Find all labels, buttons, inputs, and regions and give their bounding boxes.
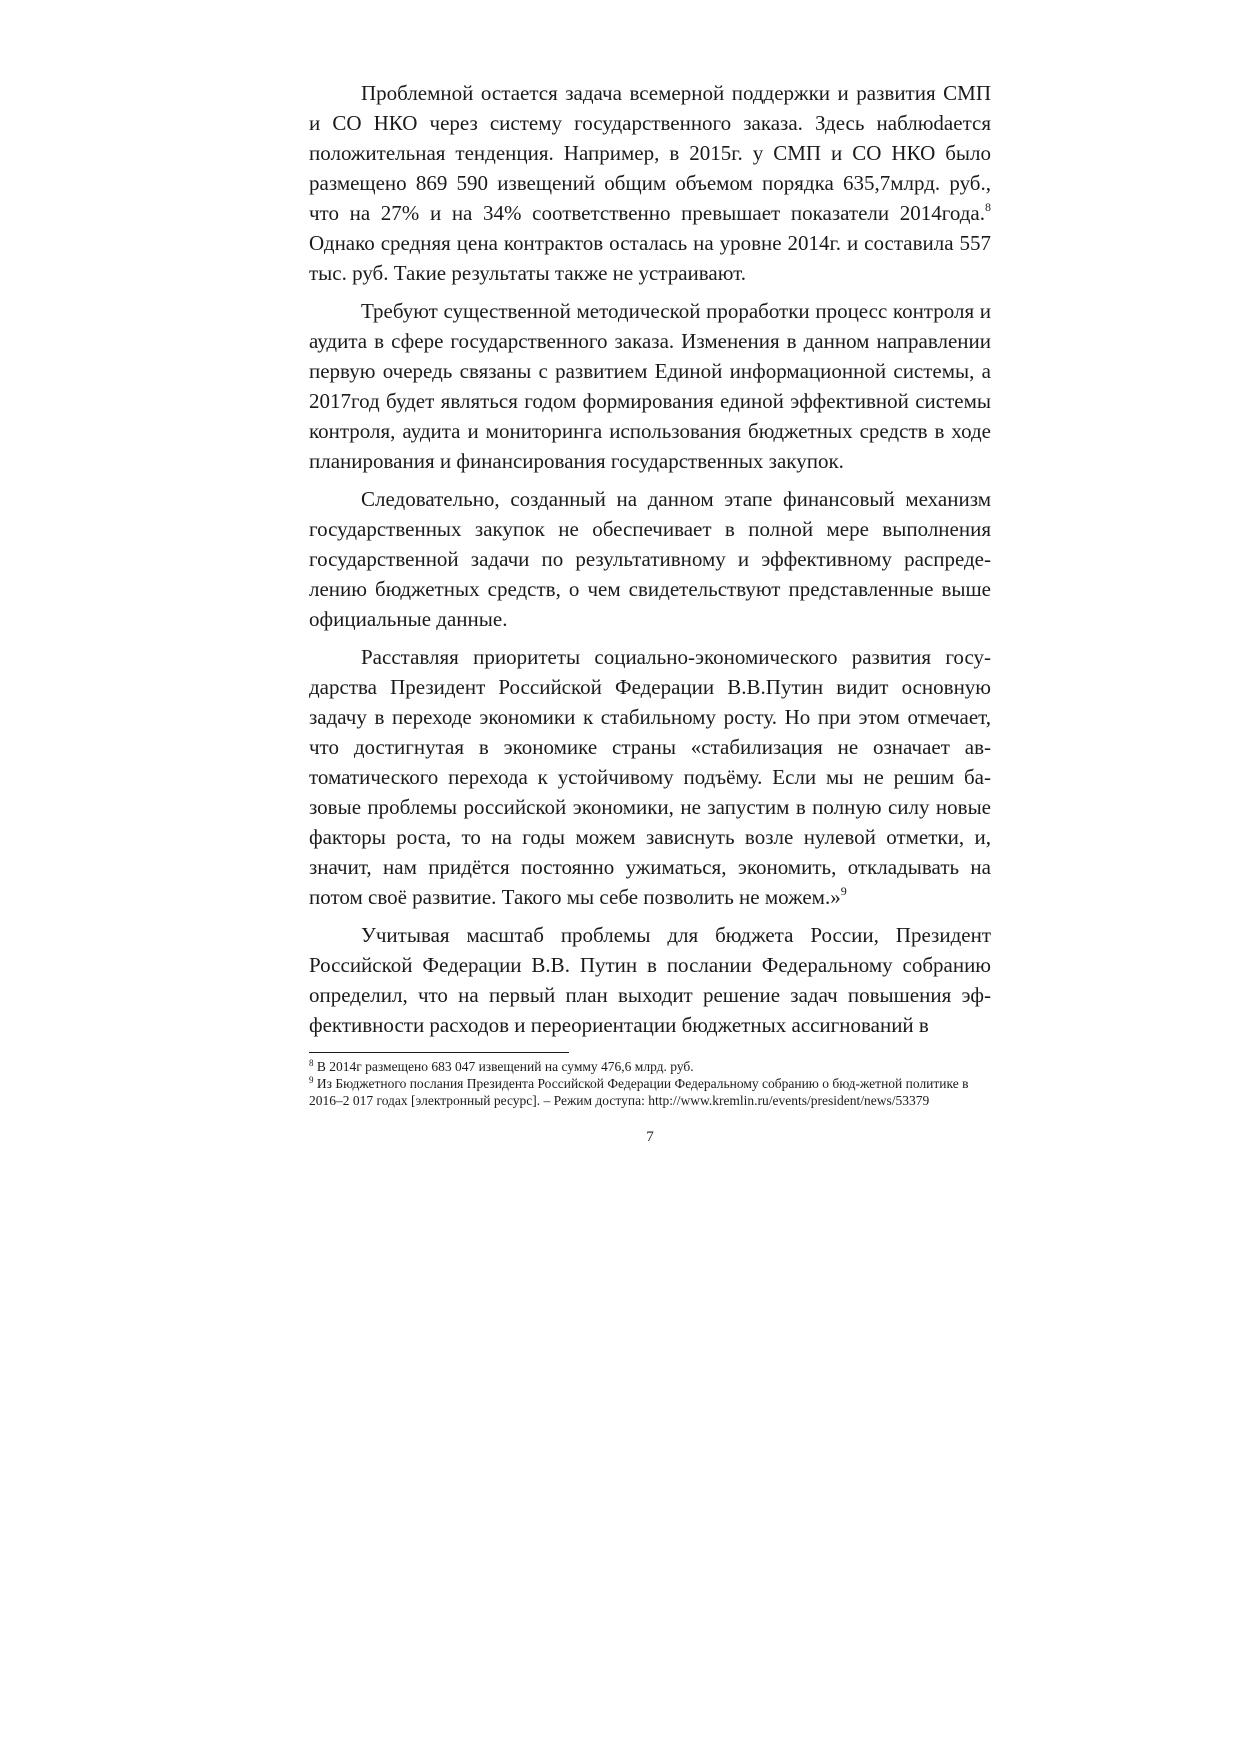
paragraph-text: Учитывая масштаб проблемы для бюджета России, Президент Российской Федерации В.В. Путин в послании Федеральному собранию определил, что на первый план выходит решение задач повышения эффективности расходов и переориентации бюджетных ассигнований в	[309, 923, 991, 1037]
page-number: 7	[646, 1129, 654, 1145]
footnote-9	[309, 1075, 991, 1109]
paragraph-text: Требуют существенной методической проработки процесс контроля и аудита в сфере государственного заказа. Изменения в данном направлении первую очередь связаны с развитием Единой информационной системы, а 2017год будет являться годом формирования единой эффективной системы контроля, аудита и мониторинга использования бюджетных средств в ходе планирования и финансирования государственных закупок.	[309, 299, 991, 473]
footnote-text: Из Бюджетного послания Президента Российской Федерации Федеральному собранию о бюд-жетной политике в 2016–2 017 годах [электронный ресурс]. – Режим доступа: http://www.kremlin.ru/events/president/news/53379	[309, 1076, 969, 1108]
paragraph	[309, 78, 991, 288]
paragraph-text: Следовательно, созданный на данном этапе финансовый механизм государственных закупок не обеспечивает в полной мере выполнения государственной задачи по результативному и эффективному распределению бюджетных средств, о чем свидетельствуют представленные выше официальные данные.	[309, 487, 991, 631]
footnote-separator	[309, 1052, 569, 1053]
footnote-text: В 2014г размещено 683 047 извещений на сумму 476,6 млрд. руб.	[313, 1059, 694, 1074]
footnote-marker: 8	[309, 1058, 314, 1068]
footnote-8	[309, 1058, 991, 1075]
footnotes	[309, 1058, 991, 1109]
paragraph-text: Проблемной остается задача всемерной поддержки и развития СМП и СО НКО через систему государственного заказа. Здесь наблюdается положительная тенденция. Например, в 2015г. у СМП и СО НКО было размещено 869 590 извещений общим объемом порядка 635,7млрд. руб., что на 27% и на 34% соответственно превышает показатели 2014года.	[309, 81, 991, 225]
footnote-reference: 8	[985, 200, 991, 214]
paragraph	[309, 296, 991, 476]
paragraph	[309, 642, 991, 912]
paragraph-text: Расставляя приоритеты социально-экономического развития государства Президент Российской Федерации В.В.Путин видит основную задачу в переходе экономики к стабильному росту. Но при этом отмечает, что достигнутая в экономике страны «стабилизация не означает автоматического перехода к устойчивому подъёму. Если мы не решим базовые проблемы российской экономики, не запустим в полную силу новые факторы роста, то на годы можем зависнуть возле нулевой отметки, и, значит, нам придётся постоянно ужиматься, экономить, откладывать на потом своё развитие. Такого мы себе позволить не можем.»	[309, 645, 991, 909]
paragraph-text: Однако средняя цена контрактов осталась на уровне 2014г. и составила 557 тыс. руб. Такие результаты также не устраивают.	[309, 231, 991, 285]
paragraph	[309, 484, 991, 634]
body-text	[309, 78, 991, 1048]
paragraph	[309, 920, 991, 1040]
footnote-reference: 9	[840, 884, 847, 898]
footnote-marker: 9	[309, 1075, 314, 1085]
